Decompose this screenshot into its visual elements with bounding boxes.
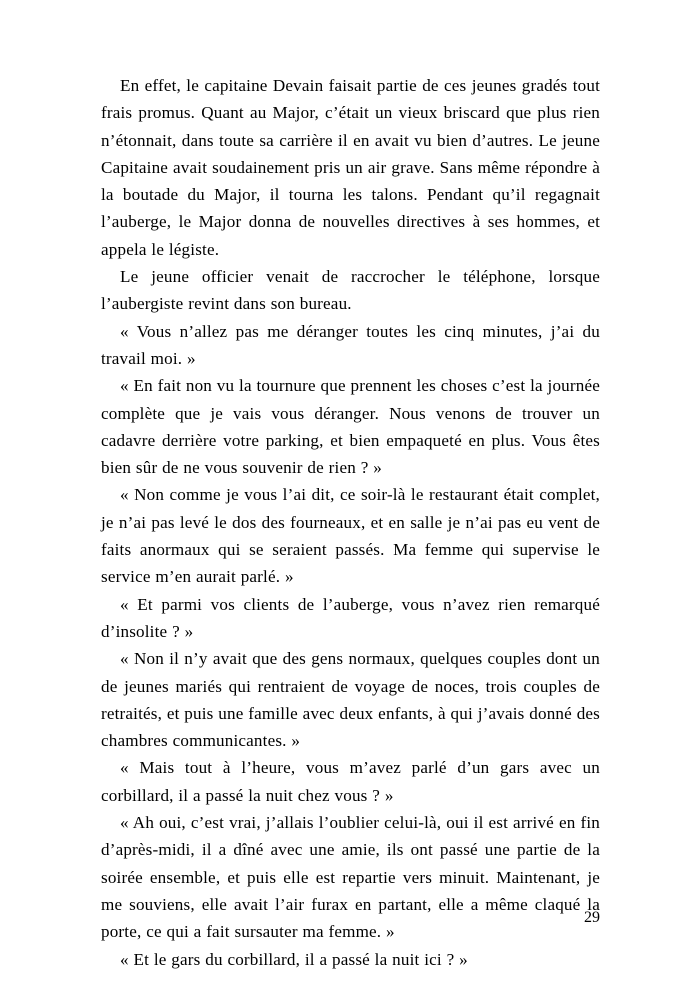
- paragraph: « Mais tout à l’heure, vous m’avez parlé d’un gars avec un corbillard, il a passé la nuit chez vous ? »: [101, 758, 600, 805]
- paragraph: « Vous n’allez pas me déranger toutes les cinq minutes, j’ai du travail moi. »: [101, 321, 600, 368]
- body-text-block: [101, 72, 600, 973]
- paragraph: « Ah oui, c’est vrai, j’allais l’oublier celui-là, oui il est arrivé en fin d’après-midi, il a dîné avec une amie, ils ont passé une partie de la soirée ensemble, et puis elle est repartie vers minuit. Maintenant, je me souviens, elle avait l’air furax en partant, elle a même claqué la porte, ce qui a fait sursauter ma femme. »: [101, 813, 600, 942]
- paragraph: « Et parmi vos clients de l’auberge, vous n’avez rien remarqué d’insolite ? »: [101, 594, 600, 641]
- paragraph: « Non il n’y avait que des gens normaux, quelques couples dont un de jeunes mariés qui rentraient de voyage de noces, trois couples de retraités, et puis une famille avec deux enfants, à qui j’avais donné des chambres communicantes. »: [101, 649, 600, 751]
- paragraph: « Non comme je vous l’ai dit, ce soir-là le restaurant était complet, je n’ai pas levé le dos des fourneaux, et en salle je n’ai pas eu vent de faits anormaux qui se seraient passés. Ma femme qui supervise le service m’en aurait parlé. »: [101, 485, 600, 587]
- page-number: 29: [584, 909, 600, 926]
- paragraph: « En fait non vu la tournure que prennent les choses c’est la journée complète que je vais vous déranger. Nous venons de trouver un cadavre derrière votre parking, et bien empaqueté en plus. Vous êtes bien sûr de ne vous souvenir de rien ? »: [101, 376, 600, 478]
- paragraph: Le jeune officier venait de raccrocher le téléphone, lorsque l’aubergiste revint dans son bureau.: [101, 267, 600, 314]
- paragraph: « Et le gars du corbillard, il a passé la nuit ici ? »: [120, 949, 468, 969]
- paragraph: En effet, le capitaine Devain faisait partie de ces jeunes gradés tout frais promus. Quant au Major, c’était un vieux briscard que plus rien n’étonnait, dans toute sa carrière il en avait vu bien d’autres. Le jeune Capitaine avait soudainement pris un air grave. Sans même répondre à la boutade du Major, il tourna les talons. Pendant qu’il regagnait l’auberge, le Major donna de nouvelles directives à ses hommes, et appela le légiste.: [101, 76, 600, 259]
